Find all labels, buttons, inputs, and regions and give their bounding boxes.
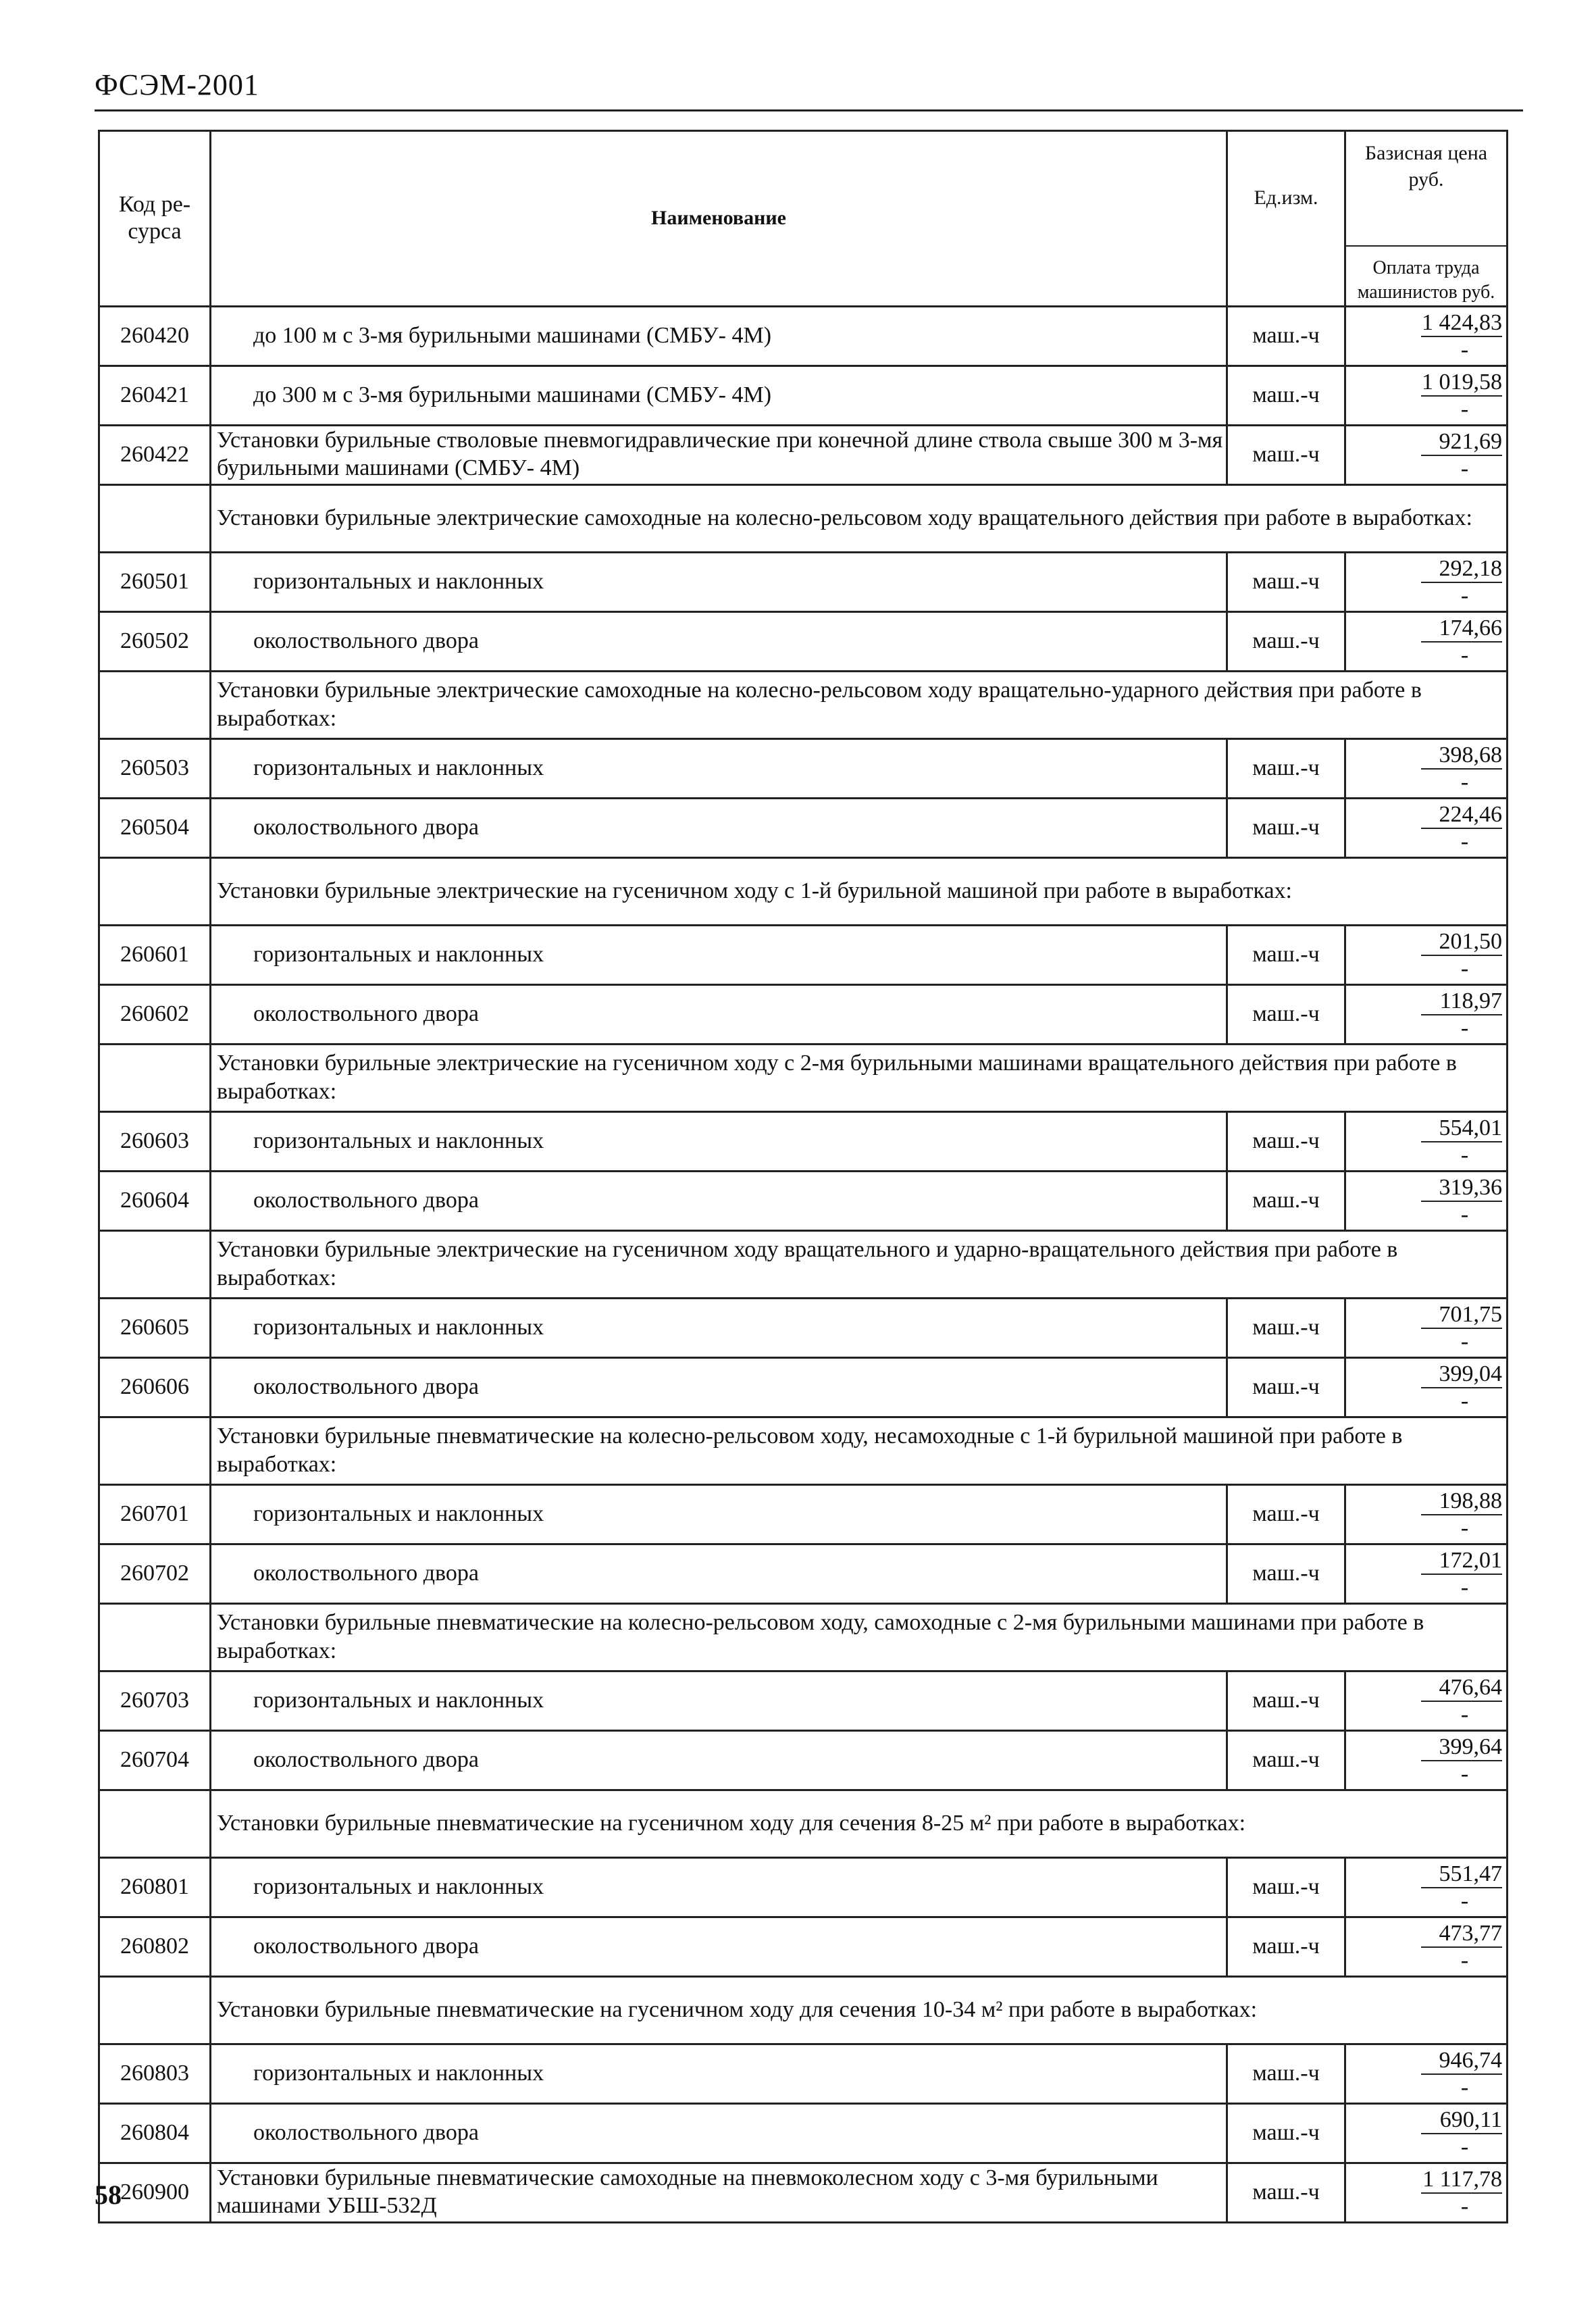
group-code-cell [99, 1603, 211, 1671]
group-heading-text: Установки бурильные электрические на гусеничном ходу вращательного и ударно-вращательного действия при работе в выработках: [211, 1230, 1508, 1298]
unit-of-measure: маш.-ч [1227, 306, 1345, 366]
labor-cost-value: - [1460, 1947, 1469, 1973]
unit-of-measure: маш.-ч [1227, 366, 1345, 425]
unit-of-measure: маш.-ч [1227, 1111, 1345, 1171]
resource-code: 260501 [99, 552, 211, 611]
base-price-value: 399,04 [1421, 1359, 1502, 1388]
unit-of-measure: маш.-ч [1227, 925, 1345, 984]
base-price-value: 1 019,58 [1421, 367, 1502, 397]
group-code-cell [99, 1417, 211, 1484]
base-price-value: 690,11 [1421, 2105, 1502, 2134]
labor-cost-value: - [1460, 2074, 1469, 2100]
unit-of-measure: маш.-ч [1227, 1917, 1345, 1976]
price-cell [1345, 1857, 1508, 1917]
unit-of-measure: маш.-ч [1227, 2103, 1345, 2163]
labor-cost-value: - [1460, 1515, 1469, 1540]
base-price-value: 1 117,78 [1421, 2164, 1502, 2194]
resource-name: околоствольного двора [211, 984, 1227, 1044]
resource-code: 260602 [99, 984, 211, 1044]
base-price-value: 172,01 [1421, 1545, 1502, 1575]
group-heading-row [99, 1230, 1508, 1298]
resource-code: 260801 [99, 1857, 211, 1917]
base-price-value: 398,68 [1421, 740, 1502, 770]
unit-of-measure: маш.-ч [1227, 798, 1345, 857]
unit-of-measure: маш.-ч [1227, 425, 1345, 484]
resource-name: горизонтальных и наклонных [211, 1857, 1227, 1917]
price-cell [1345, 1111, 1508, 1171]
unit-of-measure: маш.-ч [1227, 611, 1345, 671]
column-header-base-price: Базисная цена руб. [1346, 132, 1506, 247]
unit-of-measure: маш.-ч [1227, 1730, 1345, 1790]
column-header-price [1345, 131, 1508, 307]
price-cell [1345, 1671, 1508, 1730]
table-body [99, 306, 1508, 2222]
resource-code: 260703 [99, 1671, 211, 1730]
unit-of-measure: маш.-ч [1227, 2163, 1345, 2222]
labor-cost-value: - [1460, 1388, 1469, 1413]
table-row [99, 1544, 1508, 1603]
labor-cost-value: - [1460, 769, 1469, 795]
resource-name: околоствольного двора [211, 1730, 1227, 1790]
page-number: 58 [95, 2180, 122, 2210]
resource-name: до 100 м с 3-мя бурильными машинами (СМБУ- 4М) [211, 306, 1227, 366]
table-row [99, 1730, 1508, 1790]
labor-cost-value: - [1460, 642, 1469, 668]
labor-cost-value: - [1460, 582, 1469, 608]
labor-cost-value: - [1460, 336, 1469, 362]
resource-code: 260803 [99, 2044, 211, 2103]
table-row [99, 425, 1508, 484]
group-heading-row [99, 1603, 1508, 1671]
price-cell [1345, 611, 1508, 671]
resource-name: горизонтальных и наклонных [211, 552, 1227, 611]
base-price-value: 224,46 [1421, 799, 1502, 829]
column-header-labor-cost: Оплата труда машинистов руб. [1357, 257, 1495, 303]
base-price-value: 554,01 [1421, 1113, 1502, 1142]
table-row [99, 611, 1508, 671]
table-row [99, 738, 1508, 798]
price-cell [1345, 1357, 1508, 1417]
resource-code: 260701 [99, 1484, 211, 1544]
price-cell [1345, 738, 1508, 798]
resource-code: 260606 [99, 1357, 211, 1417]
price-cell [1345, 2103, 1508, 2163]
resource-code: 260421 [99, 366, 211, 425]
labor-cost-value: - [1460, 2134, 1469, 2159]
group-heading-row [99, 857, 1508, 925]
table-row [99, 306, 1508, 366]
table-header-row [99, 131, 1508, 307]
labor-cost-value: - [1460, 1015, 1469, 1040]
table-row [99, 366, 1508, 425]
labor-cost-value: - [1460, 1761, 1469, 1786]
labor-cost-value: - [1460, 1328, 1469, 1354]
labor-cost-value: - [1460, 2193, 1469, 2219]
unit-of-measure: маш.-ч [1227, 2044, 1345, 2103]
column-header-code: Код ре-сурса [99, 131, 211, 307]
table-row [99, 2103, 1508, 2163]
resource-code: 260804 [99, 2103, 211, 2163]
resource-name: горизонтальных и наклонных [211, 1298, 1227, 1357]
table-row [99, 2163, 1508, 2222]
group-heading-row [99, 1976, 1508, 2044]
group-heading-text: Установки бурильные пневматические на колесно-рельсовом ходу, самоходные с 2-мя бурильными машинами при работе в выработках: [211, 1603, 1508, 1671]
base-price-value: 399,64 [1421, 1732, 1502, 1761]
group-heading-row [99, 1417, 1508, 1484]
table-row [99, 1857, 1508, 1917]
price-cell [1345, 1917, 1508, 1976]
base-price-value: 292,18 [1421, 553, 1502, 583]
resource-name: околоствольного двора [211, 2103, 1227, 2163]
unit-of-measure: маш.-ч [1227, 1357, 1345, 1417]
base-price-value: 476,64 [1421, 1672, 1502, 1702]
resource-name: горизонтальных и наклонных [211, 1671, 1227, 1730]
table-row [99, 984, 1508, 1044]
base-price-value: 319,36 [1421, 1172, 1502, 1202]
price-cell [1345, 366, 1508, 425]
unit-of-measure: маш.-ч [1227, 1671, 1345, 1730]
resource-name: околоствольного двора [211, 1917, 1227, 1976]
table-row [99, 552, 1508, 611]
price-cell [1345, 2163, 1508, 2222]
table-row [99, 1171, 1508, 1230]
table-row [99, 2044, 1508, 2103]
document-code: ФСЭМ-2001 [95, 68, 259, 101]
labor-cost-value: - [1460, 955, 1469, 981]
resource-name: околоствольного двора [211, 1171, 1227, 1230]
group-code-cell [99, 1044, 211, 1111]
column-header-unit: Ед.изм. [1227, 131, 1345, 307]
resource-code: 260702 [99, 1544, 211, 1603]
resource-code: 260504 [99, 798, 211, 857]
unit-of-measure: маш.-ч [1227, 1171, 1345, 1230]
base-price-value: 701,75 [1421, 1299, 1502, 1329]
resource-code: 260900 [99, 2163, 211, 2222]
resource-code: 260601 [99, 925, 211, 984]
labor-cost-value: - [1460, 1142, 1469, 1167]
price-cell [1345, 1484, 1508, 1544]
price-cell [1345, 306, 1508, 366]
price-cell [1345, 1730, 1508, 1790]
price-cell [1345, 1171, 1508, 1230]
price-cell [1345, 1298, 1508, 1357]
table-row [99, 925, 1508, 984]
unit-of-measure: маш.-ч [1227, 1484, 1345, 1544]
table-row [99, 1298, 1508, 1357]
resource-name: околоствольного двора [211, 1544, 1227, 1603]
group-heading-text: Установки бурильные пневматические на гусеничном ходу для сечения 8-25 м² при работе в выработках: [211, 1790, 1508, 1857]
group-heading-row [99, 1790, 1508, 1857]
resource-code: 260503 [99, 738, 211, 798]
unit-of-measure: маш.-ч [1227, 984, 1345, 1044]
base-price-value: 198,88 [1421, 1486, 1502, 1515]
base-price-value: 118,97 [1421, 986, 1502, 1015]
group-code-cell [99, 1790, 211, 1857]
resource-code: 260605 [99, 1298, 211, 1357]
price-cell [1345, 552, 1508, 611]
unit-of-measure: маш.-ч [1227, 1298, 1345, 1357]
resource-name: околоствольного двора [211, 611, 1227, 671]
resource-name: горизонтальных и наклонных [211, 925, 1227, 984]
resource-code: 260422 [99, 425, 211, 484]
group-code-cell [99, 857, 211, 925]
resource-code: 260420 [99, 306, 211, 366]
group-heading-row [99, 1044, 1508, 1111]
labor-cost-value: - [1460, 455, 1469, 481]
price-cell [1345, 798, 1508, 857]
table-row [99, 1357, 1508, 1417]
resource-code: 260704 [99, 1730, 211, 1790]
resource-name: горизонтальных и наклонных [211, 2044, 1227, 2103]
price-cell [1345, 925, 1508, 984]
column-header-name: Наименование [211, 131, 1227, 307]
group-heading-row [99, 484, 1508, 552]
group-heading-text: Установки бурильные пневматические на гусеничном ходу для сечения 10-34 м² при работе в выработках: [211, 1976, 1508, 2044]
base-price-value: 551,47 [1421, 1859, 1502, 1888]
resource-name: Установки бурильные стволовые пневмогидравлические при конечной длине ствола свыше 300 м 3-мя бурильными машинами (СМБУ- 4М) [211, 425, 1227, 484]
group-heading-text: Установки бурильные электрические самоходные на колесно-рельсовом ходу вращательного действия при работе в выработках: [211, 484, 1508, 552]
table-row [99, 1484, 1508, 1544]
resource-name: Установки бурильные пневматические самоходные на пневмоколесном ходу с 3-мя бурильными машинами УБШ-532Д [211, 2163, 1227, 2222]
group-code-cell [99, 671, 211, 738]
header-rule [95, 109, 1523, 111]
resource-code: 260802 [99, 1917, 211, 1976]
resource-name: горизонтальных и наклонных [211, 1484, 1227, 1544]
resource-code: 260502 [99, 611, 211, 671]
unit-of-measure: маш.-ч [1227, 1544, 1345, 1603]
base-price-value: 921,69 [1421, 426, 1502, 456]
labor-cost-value: - [1460, 1574, 1469, 1600]
group-code-cell [99, 1976, 211, 2044]
price-cell [1345, 1544, 1508, 1603]
group-code-cell [99, 484, 211, 552]
resource-name: околоствольного двора [211, 1357, 1227, 1417]
resource-code: 260604 [99, 1171, 211, 1230]
base-price-value: 946,74 [1421, 2045, 1502, 2075]
table-row [99, 798, 1508, 857]
table-row [99, 1111, 1508, 1171]
group-heading-row [99, 671, 1508, 738]
labor-cost-value: - [1460, 828, 1469, 854]
table-row [99, 1671, 1508, 1730]
labor-cost-value: - [1460, 1701, 1469, 1727]
labor-cost-value: - [1460, 396, 1469, 422]
base-price-value: 201,50 [1421, 926, 1502, 956]
unit-of-measure: маш.-ч [1227, 738, 1345, 798]
group-heading-text: Установки бурильные электрические самоходные на колесно-рельсовом ходу вращательно-ударного действия при работе в выработках: [211, 671, 1508, 738]
unit-of-measure: маш.-ч [1227, 1857, 1345, 1917]
group-heading-text: Установки бурильные электрические на гусеничном ходу с 2-мя бурильными машинами вращательного действия при работе в выработках: [211, 1044, 1508, 1111]
resource-table [98, 130, 1508, 2223]
price-cell [1345, 2044, 1508, 2103]
price-cell [1345, 425, 1508, 484]
resource-name: горизонтальных и наклонных [211, 738, 1227, 798]
base-price-value: 473,77 [1421, 1918, 1502, 1948]
resource-name: околоствольного двора [211, 798, 1227, 857]
base-price-value: 1 424,83 [1421, 307, 1502, 337]
unit-of-measure: маш.-ч [1227, 552, 1345, 611]
labor-cost-value: - [1460, 1201, 1469, 1227]
resource-name: до 300 м с 3-мя бурильными машинами (СМБУ- 4М) [211, 366, 1227, 425]
price-cell [1345, 984, 1508, 1044]
resource-code: 260603 [99, 1111, 211, 1171]
group-heading-text: Установки бурильные пневматические на колесно-рельсовом ходу, несамоходные с 1-й бурильной машиной при работе в выработках: [211, 1417, 1508, 1484]
base-price-value: 174,66 [1421, 613, 1502, 643]
labor-cost-value: - [1460, 1888, 1469, 1913]
table-row [99, 1917, 1508, 1976]
group-heading-text: Установки бурильные электрические на гусеничном ходу с 1-й бурильной машиной при работе в выработках: [211, 857, 1508, 925]
group-code-cell [99, 1230, 211, 1298]
resource-name: горизонтальных и наклонных [211, 1111, 1227, 1171]
